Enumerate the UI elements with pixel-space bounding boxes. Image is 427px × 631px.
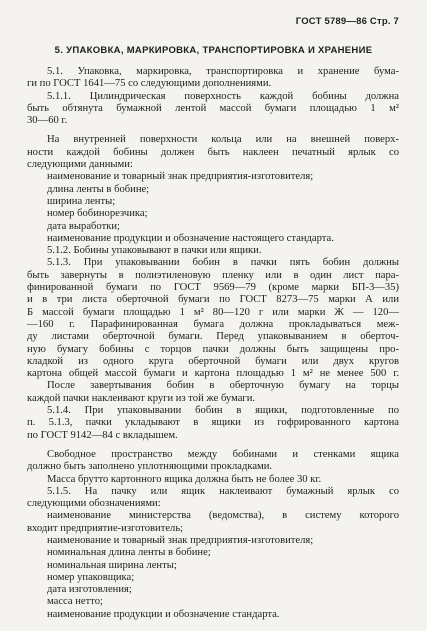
list-item: наименование продукции и обозначение стандарта. — [47, 608, 280, 620]
text-line: 5.1.4. При упаковывании бобин в ящики, подготовленные по — [47, 405, 399, 417]
text-line: быть обтянута бумажной лентой массой бумаги площадью 1 м² — [27, 102, 399, 114]
text-line: следующими обозначениями: — [27, 498, 161, 510]
text-line: ду листами оберточной бумаги. Перед упаковыванием в оберточ- — [27, 331, 399, 343]
text-line: На внутренней поверхности кольца или на внешней поверх- — [47, 134, 399, 146]
text-line: 5.1. Упаковка, маркировка, транспортировка и хранение бума- — [47, 66, 399, 77]
list-item: номинальная ширина ленты; — [47, 559, 177, 571]
list-item: номинальная длина ленты в бобине; — [47, 547, 211, 559]
document-body — [27, 66, 399, 621]
text-line: финированной бумаги по ГОСТ 9569—79 (кроме марки БП-3—35) — [27, 282, 399, 294]
text-line: каждой пачки наклеивают круги из той же бумаги. — [27, 392, 256, 404]
text-line: ги по ГОСТ 1641—75 со следующими дополнениями. — [27, 78, 272, 90]
list-item: наименование и товарный знак предприятия-изготовителя; — [47, 534, 314, 546]
text-line: ности каждой бобины должен быть наклеен печатный ярлык со — [27, 146, 399, 158]
list-item: дата выработки; — [47, 220, 120, 232]
text-line: по ГОСТ 9142—84 с вкладышем. — [27, 429, 178, 441]
text-line: следующими данными: — [27, 159, 133, 171]
section-title: 5. УПАКОВКА, МАРКИРОВКА, ТРАНСПОРТИРОВКА И ХРАНЕНИЕ — [54, 45, 373, 56]
list-item: номер бобинорезчика; — [47, 208, 148, 220]
page-header: ГОСТ 5789—86 Стр. 7 — [295, 16, 399, 27]
text-line: После завертывания бобин в оберточную бумагу на торцы — [47, 380, 399, 392]
text-line: кладкой из одного круга оберточной бумаги или двух кругов — [27, 355, 399, 367]
text-line: Масса брутто картонного ящика должна быть не более 30 кг. — [47, 473, 322, 485]
list-item: ширина ленты; — [47, 195, 116, 207]
text-line: и в три листа оберточной бумаги по ГОСТ 8273—75 марки А или — [27, 294, 399, 306]
text-line: п. 5.1.3, пачки укладывают в ящики из гофрированного картона — [27, 417, 399, 429]
list-item: входит предприятие-изготовитель; — [27, 522, 184, 534]
text-line: Б массой бумаги площадью 1 м² 80—120 г или марки Ж — 120— — [27, 306, 399, 318]
text-line: 5.1.5. На пачку или ящик наклеивают бумажный ярлык со — [47, 485, 399, 497]
list-item: длина ленты в бобине; — [47, 183, 150, 195]
list-item: масса нетто; — [47, 596, 103, 608]
text-line: 5.1.3. При упаковывании бобин в пачки пять бобин должны — [47, 257, 399, 269]
text-line: Свободное пространство между бобинами и стенками ящика — [47, 448, 399, 460]
list-item: дата изготовления; — [47, 584, 132, 596]
list-item: наименование и товарный знак предприятия-изготовителя; — [47, 171, 314, 183]
text-line: 5.1.2. Бобины упаковывают в пачки или ящики. — [47, 245, 262, 257]
text-line: быть завернуты в полиэтиленовую пленку или в один лист пара- — [27, 269, 399, 281]
list-item: номер упаковщика; — [47, 571, 135, 583]
text-line: 30—60 г. — [27, 115, 68, 127]
text-line: картона общей массой бумаги и картона площадью 1 м² не менее 500 г. — [27, 368, 399, 380]
text-line: ную бумагу бобины с торцов пачки должны быть защищены про- — [27, 343, 399, 355]
text-line: —160 г. Парафинированная бумага должна прокладываться меж- — [27, 318, 399, 330]
list-item: наименование министерства (ведомства), в систему которого — [47, 510, 399, 522]
text-line: 5.1.1. Цилиндрическая поверхность каждой бобины должна — [47, 90, 399, 102]
text-line: должно быть заполнено уплотняющими прокладками. — [27, 461, 273, 473]
list-item: наименование продукции и обозначение настоящего стандарта. — [47, 232, 334, 244]
